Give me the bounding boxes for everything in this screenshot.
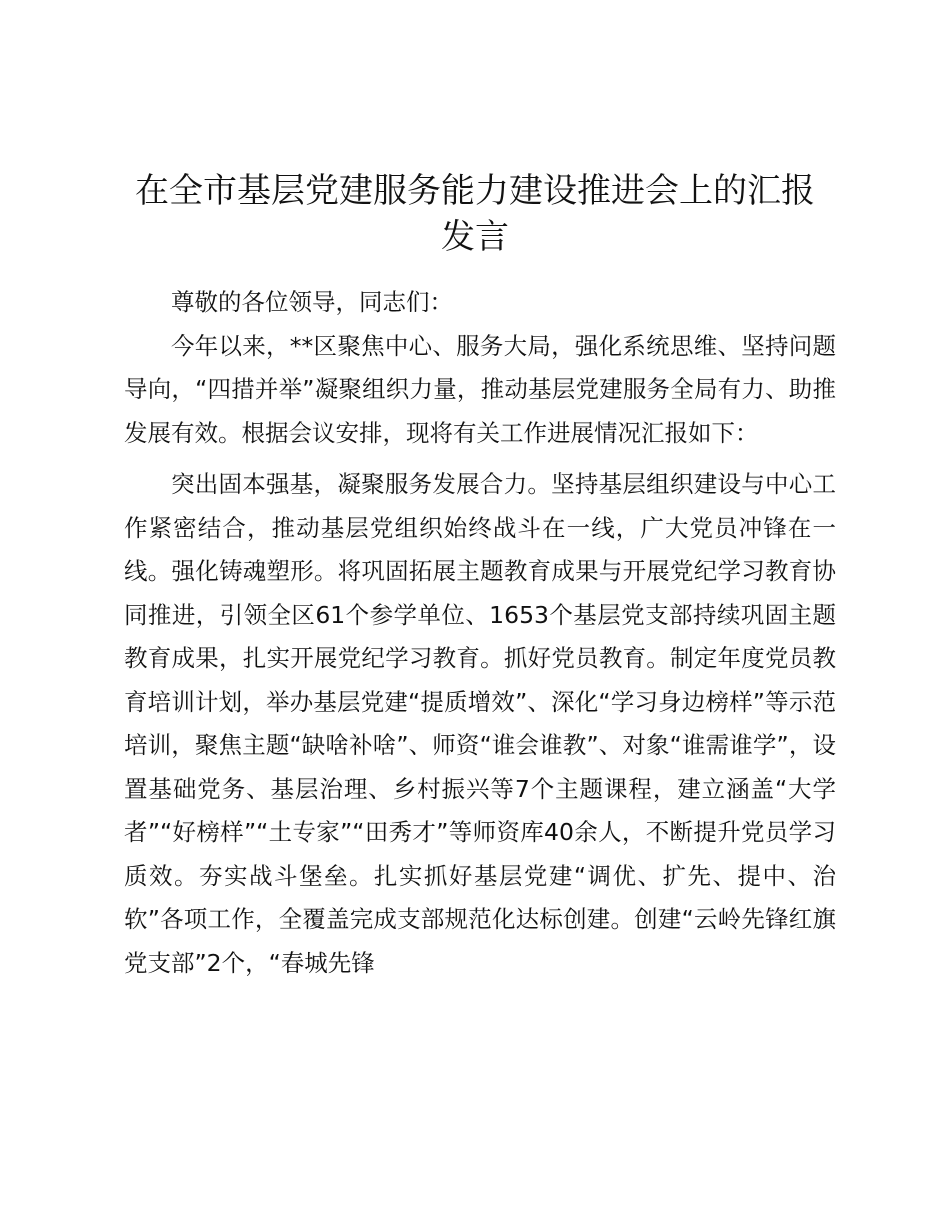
section-paragraph: 突出固本强基，凝聚服务发展合力。坚持基层组织建设与中心工作紧密结合，推动基层党组织始终战斗在一线，广大党员冲锋在一线。强化铸魂塑形。将巩固拓展主题教育成果与开展党纪学习教育协同推进，引领全区61个参学单位、1653个基层党支部持续巩固主题教育成果，扎实开展党纪学习教育。抓好党员教育。制定年度党员教育培训计划，举办基层党建“提质增效”、深化“学习身边榜样”等示范培训，聚焦主题“缺啥补啥”、师资“谁会谁教”、对象“谁需谁学”，设置基础党务、基层治理、乡村振兴等7个主题课程，建立涵盖“大学者”“好榜样”“土专家”“田秀才”等师资库40余人，不断提升党员学习质效。夯实战斗堡垒。扎实抓好基层党建“调优、扩先、提中、治软”各项工作，全覆盖完成支部规范化达标创建。创建“云岭先锋红旗党支部”2个，“春城先锋 [124, 470, 836, 977]
document-title: 在全市基层党建服务能力建设推进会上的汇报发言 [135, 171, 815, 257]
document-body [124, 281, 836, 985]
salutation-paragraph: 尊敬的各位领导，同志们： [171, 288, 453, 316]
intro-paragraph: 今年以来，**区聚焦中心、服务大局，强化系统思维、坚持问题导向，“四措并举”凝聚组织力量，推动基层党建服务全局有力、助推发展有效。根据会议安排，现将有关工作进展情况汇报如下： [124, 331, 836, 447]
